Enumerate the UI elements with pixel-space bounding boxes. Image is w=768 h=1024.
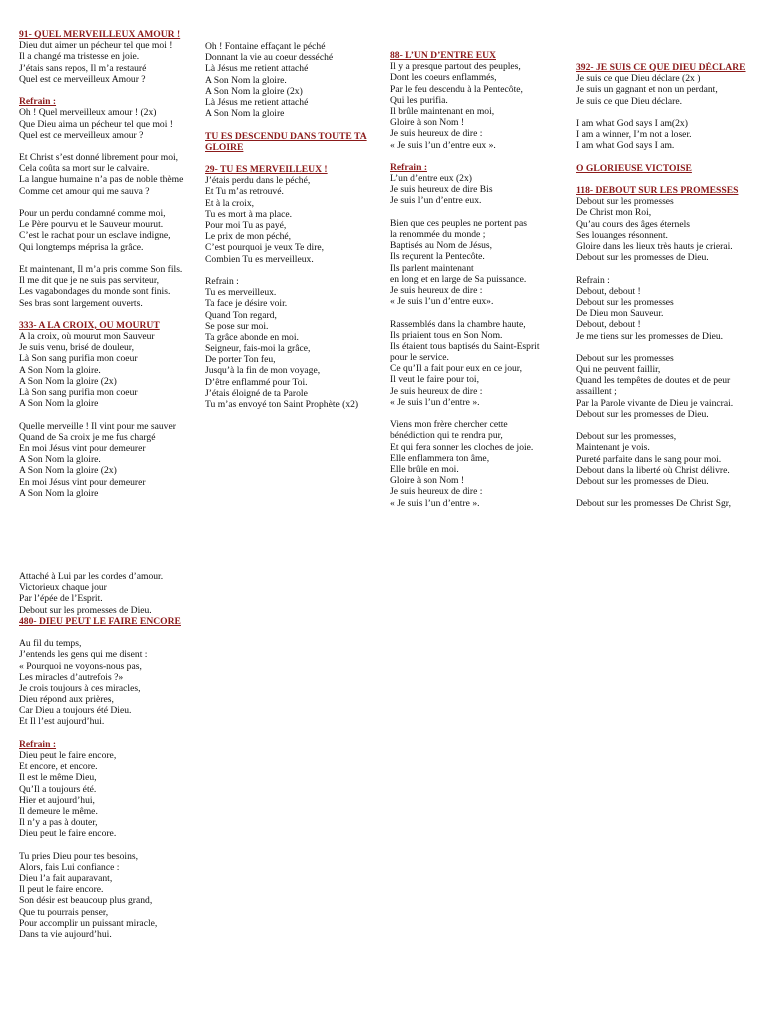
lyric-line: Il veut le faire pour toi, <box>390 374 479 386</box>
lyric-line: « Pourquoi ne voyons-nous pas, <box>19 660 142 672</box>
spacer <box>19 728 207 739</box>
lyric-line: Je suis heureux de dire Bis <box>390 184 493 196</box>
lyric-line: Donnant la vie au coeur desséché <box>205 52 334 64</box>
lyric-line: Pour moi Tu as payé, <box>205 220 287 231</box>
lyric-line: A Son Nom la gloire (2x) <box>19 465 117 477</box>
spacer <box>19 141 207 152</box>
lyric-line: I am a winner, I’m not a loser. <box>576 129 692 141</box>
lyric-line: Par l’épée de l’Esprit. <box>19 593 103 605</box>
lyric-line: Je suis venu, brisé de douleur, <box>19 342 134 354</box>
lyric-line: J’étais sans repos, Il m’a restauré <box>19 62 147 74</box>
lyric-line: Debout, debout ! <box>576 319 641 331</box>
song-title: GLOIRE <box>205 141 244 153</box>
spacer <box>205 119 393 130</box>
lyric-line: J’étais perdu dans le péché, <box>205 175 311 187</box>
lyric-line: « Je suis l’un d’entre ». <box>390 396 480 408</box>
lyric-line: Qui les purifia. <box>390 94 448 106</box>
refrain-label: Refrain : <box>19 96 57 108</box>
lyric-line: Son désir est beaucoup plus grand, <box>19 895 153 907</box>
stanza <box>19 208 207 253</box>
lyric-line: Debout sur les promesses de Dieu. <box>19 604 152 616</box>
lyric-line: Oh ! Quel merveilleux amour ! (2x) <box>19 107 157 119</box>
spacer <box>19 197 207 208</box>
spacer <box>576 487 764 498</box>
lyric-line: En moi Jésus vint pour demeurer <box>19 442 146 454</box>
spacer <box>576 342 764 353</box>
lyric-line: Je crois toujours à ces miracles, <box>19 682 141 694</box>
spacer <box>390 408 578 419</box>
lyric-line: Debout sur les promesses <box>576 352 674 364</box>
lyric-line: Et à la croix, <box>205 197 255 209</box>
lyric-line: Au fil du temps, <box>19 638 82 650</box>
lyric-line: A Son Nom la gloire (2x) <box>19 375 117 387</box>
lyric-line: Qu’au cours des âges éternels <box>576 218 691 230</box>
stanza <box>390 218 578 308</box>
lyric-line: Se pose sur moi. <box>205 320 269 332</box>
lyric-line: Là Jésus me retient attaché <box>205 96 309 108</box>
lyric-line: Ils parlent maintenant <box>390 262 474 274</box>
lyric-line: Tu es mort à ma place. <box>205 208 293 220</box>
refrain-label: Refrain : <box>390 161 428 173</box>
lyric-line: Par la Parole vivante de Dieu je vaincrai. <box>576 397 734 409</box>
stanza <box>390 419 578 509</box>
lyric-line: Debout dans la liberté où Christ délivre. <box>576 464 730 476</box>
lyric-line: Je suis heureux de dire : <box>390 284 483 296</box>
lyric-line: L’un d’entre eux (2x) <box>390 173 472 185</box>
lyric-line: Gloire à son Nom ! <box>390 117 465 129</box>
spacer <box>205 265 393 276</box>
spacer <box>576 263 764 274</box>
lyric-line: Le Père pourvu et le Sauveur mourut. <box>19 219 164 231</box>
lyric-line: Il peut le faire encore. <box>19 884 104 896</box>
song-title: 392- JE SUIS CE QUE DIEU DÉCLARE <box>576 62 746 73</box>
column-3 <box>390 50 578 509</box>
stanza <box>576 275 764 342</box>
lyric-line: Combien Tu es merveilleux. <box>205 253 314 265</box>
lyric-line: Ta face je désire voir. <box>205 298 288 310</box>
lyric-line: A Son Nom la gloire <box>19 487 99 499</box>
lyric-line: Rassemblés dans la chambre haute, <box>390 318 526 330</box>
lyric-line: Debout sur les promesses <box>576 296 674 308</box>
lyric-line: Refrain : <box>576 274 610 286</box>
lyric-line: Dieu dut aimer un pécheur tel que moi ! <box>19 40 173 52</box>
spacer <box>390 151 578 162</box>
column-2 <box>205 41 393 410</box>
stanza <box>205 41 393 119</box>
lyric-line: Là Son sang purifia mon coeur <box>19 387 138 398</box>
lyric-line: Qu’Il a toujours été. <box>19 783 97 795</box>
lyric-line: De porter Ton feu, <box>205 354 276 366</box>
lyric-line: Qui ne peuvent faillir, <box>576 364 661 376</box>
lyric-line: Ils étaient tous baptisés du Saint-Esprit <box>390 340 540 352</box>
lyric-line: Je me tiens sur les promesses de Dieu. <box>576 330 724 342</box>
lyric-line: Ce qu’Il a fait pour eux en ce jour, <box>390 363 523 375</box>
lyric-line: C’est le rachat pour un esclave indigne, <box>19 230 171 242</box>
lyric-line: Les miracles d’autrefois ?» <box>19 671 124 683</box>
lyric-line: assaillent ; <box>576 386 617 398</box>
stanza <box>576 73 764 107</box>
lyric-line: Comme cet amour qui me sauva ? <box>19 185 150 197</box>
stanza <box>576 431 764 487</box>
lyric-line: Debout sur les promesses de Dieu. <box>576 252 709 264</box>
lyric-line: De Christ mon Roi, <box>576 207 652 219</box>
stanza <box>576 118 764 152</box>
song-title: 29- TU ES MERVEILLEUX ! <box>205 164 328 176</box>
lyric-line: Qui longtemps méprisa la grâce. <box>19 241 144 253</box>
spacer <box>576 107 764 118</box>
lyric-line: Attaché à Lui par les cordes d’amour. <box>19 571 164 582</box>
stanza <box>390 61 578 151</box>
lyric-line: Maintenant je vois. <box>576 442 650 454</box>
lyric-line: Il demeure le même. <box>19 805 98 817</box>
lyric-line: Dieu peut le faire encore. <box>19 828 117 840</box>
spacer <box>19 627 207 638</box>
lyric-line: Les vagabondages du monde sont finis. <box>19 286 171 298</box>
lyric-line: I am what God says I am. <box>576 140 675 152</box>
song-title: 480- DIEU PEUT LE FAIRE ENCORE <box>19 615 181 627</box>
lyric-line: « Je suis l’un d’entre eux». <box>390 296 494 308</box>
lyric-line: A Son Nom la gloire <box>205 108 285 120</box>
spacer <box>576 152 764 163</box>
stanza <box>19 638 207 728</box>
stanza <box>576 353 764 420</box>
spacer <box>19 840 207 851</box>
lyric-line: De Dieu mon Sauveur. <box>576 308 664 320</box>
lyric-line: « Je suis l’un d’entre ». <box>390 497 480 509</box>
lyric-line: Et encore, et encore. <box>19 761 98 773</box>
song-title: 333- A LA CROIX, OU MOURUT <box>19 319 160 331</box>
lyric-line: la renommée du monde ; <box>390 229 486 240</box>
lyric-line: A la croix, où mourut mon Sauveur <box>19 331 155 343</box>
lyric-line: Tu es merveilleux. <box>205 287 277 299</box>
lyric-line: Là Jésus me retient attaché <box>205 63 309 75</box>
lyric-line: Debout sur les promesses De Christ Sgr, <box>576 498 731 510</box>
lyric-line: Et Il l’est aujourd’hui. <box>19 716 105 728</box>
spacer <box>19 85 207 96</box>
lyric-line: En moi Jésus vint pour demeurer <box>19 476 146 488</box>
lyric-line: en long et en large de Sa puissance. <box>390 273 527 285</box>
lyric-line: Quel est ce merveilleux amour ? <box>19 129 144 141</box>
column-1 <box>19 29 207 499</box>
lyric-line: Debout sur les promesses de Dieu. <box>576 475 709 487</box>
lyric-line: Il me dit que je ne suis pas serviteur, <box>19 275 160 287</box>
lyric-line: bénédiction qui te rendra pur, <box>390 430 503 442</box>
lyric-line: Dont les coeurs enflammés, <box>390 72 497 84</box>
lyric-line: Et Tu m’as retrouvé. <box>205 186 284 198</box>
lyric-line: Et Christ s’est donné librement pour moi, <box>19 152 179 164</box>
lyric-line: Elle enflammera ton âme, <box>390 452 490 464</box>
lyric-line: Le prix de mon péché, <box>205 231 292 243</box>
lyric-line: Debout sur les promesses de Dieu. <box>576 408 709 420</box>
lyric-line: A Son Nom la gloire. <box>205 74 287 86</box>
stanza <box>19 750 207 840</box>
stanza <box>19 107 207 141</box>
lyric-line: Quelle merveille ! Il vint pour me sauver <box>19 420 176 432</box>
refrain-label: Refrain : <box>19 738 57 750</box>
lyric-line: Pureté parfaite dans le sang pour moi. <box>576 453 722 465</box>
song-title: 88- L’UN D’ENTRE EUX <box>390 50 496 61</box>
lyric-line: Ses louanges résonnent. <box>576 229 668 241</box>
lyric-line: Et qui fera sonner les cloches de joie. <box>390 441 534 453</box>
lyric-line: Seigneur, fais-moi la grâce, <box>205 343 311 355</box>
spacer <box>576 174 764 185</box>
stanza <box>576 498 764 509</box>
stanza <box>19 40 207 85</box>
lyric-line: Debout, debout ! <box>576 285 641 297</box>
lyric-line: Gloire à son Nom ! <box>390 475 465 487</box>
lyric-line: D’être enflammé pour Toi. <box>205 376 308 388</box>
lyric-line: Dieu l’a fait auparavant, <box>19 873 113 885</box>
lyric-line: Il brûle maintenant en moi, <box>390 105 495 117</box>
stanza <box>19 331 207 409</box>
spacer <box>205 153 393 164</box>
stanza <box>19 421 207 499</box>
lyric-line: Debout sur les promesses, <box>576 431 677 443</box>
spacer <box>390 307 578 318</box>
lyric-line: A Son Nom la gloire. <box>19 454 101 466</box>
lyric-line: Bien que ces peuples ne portent pas <box>390 217 527 229</box>
song-title: 91- QUEL MERVEILLEUX AMOUR ! <box>19 29 181 40</box>
lyric-line: Oh ! Fontaine effaçant le péché <box>205 41 326 52</box>
lyric-line: Cela coûta sa mort sur le calvaire. <box>19 163 150 175</box>
lyric-line: I am what God says I am(2x) <box>576 117 688 129</box>
stanza <box>390 319 578 409</box>
lyric-line: Quand Ton regard, <box>205 309 277 321</box>
lyric-line: Je suis heureux de dire : <box>390 128 483 140</box>
lyric-line: Debout sur les promesses <box>576 196 674 208</box>
spacer <box>19 253 207 264</box>
lyric-line: Je suis ce que Dieu déclare. <box>576 95 683 107</box>
lyric-line: Gloire dans les lieux très hauts je crierai. <box>576 241 733 252</box>
lyric-line: Ils priaient tous en Son Nom. <box>390 329 503 341</box>
lyric-line: Je suis un gagnant et non un perdant, <box>576 84 718 96</box>
lyric-line: Tu m’as envoyé ton Saint Prophète (x2) <box>205 399 359 410</box>
lyric-line: Et maintenant, Il m’a pris comme Son fils. <box>19 263 183 275</box>
lyric-line: Quand les tempêtes de doutes et de peur <box>576 375 731 387</box>
lyric-line: Quel est ce merveilleux Amour ? <box>19 73 146 85</box>
spacer <box>19 409 207 420</box>
spacer <box>576 420 764 431</box>
stanza <box>205 276 393 410</box>
lyric-line: Il est le même Dieu, <box>19 772 97 784</box>
lyric-line: La langue humaine n’a pas de noble thème <box>19 174 184 186</box>
stanza <box>205 175 393 265</box>
lyric-line: Ils reçurent la Pentecôte. <box>390 251 485 263</box>
stanza <box>19 851 207 941</box>
lyric-line: Il n’y a pas à douter, <box>19 817 98 829</box>
lyric-line: Refrain : <box>205 275 239 287</box>
lyric-line: Dieu répond aux prières, <box>19 694 114 706</box>
stanza <box>19 264 207 309</box>
stanza <box>390 173 578 207</box>
stanza <box>576 196 764 263</box>
lyric-line: Tu pries Dieu pour tes besoins, <box>19 850 139 862</box>
spacer <box>390 207 578 218</box>
lyric-line: Je suis heureux de dire : <box>390 385 483 397</box>
lyric-line: Que Dieu aima un pécheur tel que moi ! <box>19 118 173 130</box>
lyric-line: Là Son sang purifia mon coeur <box>19 353 138 365</box>
lyric-line: Hier et aujourd’hui, <box>19 794 95 806</box>
lyric-line: Ses bras sont largement ouverts. <box>19 297 143 309</box>
lyric-line: Ta grâce abonde en moi. <box>205 331 299 343</box>
lyric-line: Je suis l’un d’entre eux. <box>390 195 482 207</box>
lyric-line: Je suis ce que Dieu déclare (2x ) <box>576 73 701 85</box>
lyric-line: Que tu pourrais penser, <box>19 906 109 918</box>
lyric-line: A Son Nom la gloire. <box>19 364 101 376</box>
lyric-line: J’entends les gens qui me disent : <box>19 649 148 661</box>
song-title: 118- DEBOUT SUR LES PROMESSES <box>576 185 739 197</box>
song-title: O GLORIEUSE VICTOISE <box>576 162 692 174</box>
lyric-line: Par le feu descendu à la Pentecôte, <box>390 83 523 95</box>
song-title: TU ES DESCENDU DANS TOUTE TA <box>205 130 367 142</box>
lyric-line: A Son Nom la gloire (2x) <box>205 85 303 97</box>
lyric-line: pour le service. <box>390 352 449 364</box>
lyric-line: Il y a presque partout des peuples, <box>390 61 521 73</box>
lyric-line: « Je suis l’un d’entre eux ». <box>390 139 496 151</box>
lyric-line: Car Dieu a toujours été Dieu. <box>19 705 132 717</box>
column-4 <box>576 62 764 510</box>
lyric-line: Pour un perdu condamné comme moi, <box>19 208 166 219</box>
lyric-line: Quand de Sa croix je me fus chargé <box>19 431 156 443</box>
column-5 <box>19 571 207 940</box>
lyric-line: Victorieux chaque jour <box>19 582 107 594</box>
lyric-line: Baptisés au Nom de Jésus, <box>390 240 493 252</box>
lyric-line: Jusqu’à la fin de mon voyage, <box>205 365 321 377</box>
lyric-line: Alors, fais Lui confiance : <box>19 861 120 873</box>
lyric-line: A Son Nom la gloire <box>19 398 99 410</box>
lyric-line: Pour accomplir un puissant miracle, <box>19 917 158 929</box>
lyric-line: Je suis heureux de dire : <box>390 486 483 498</box>
lyric-line: J’étais éloigné de ta Parole <box>205 387 308 399</box>
lyric-line: Dieu peut le faire encore, <box>19 750 117 761</box>
lyric-line: Dans ta vie aujourd’hui. <box>19 929 112 940</box>
lyric-line: C’est pourquoi je veux Te dire, <box>205 242 325 254</box>
lyric-line: Il a changé ma tristesse en joie. <box>19 51 140 63</box>
stanza <box>19 152 207 197</box>
stanza <box>19 571 207 616</box>
lyric-line: Elle brûle en moi. <box>390 463 459 475</box>
spacer <box>19 309 207 320</box>
lyric-line: Viens mon frère chercher cette <box>390 419 508 431</box>
